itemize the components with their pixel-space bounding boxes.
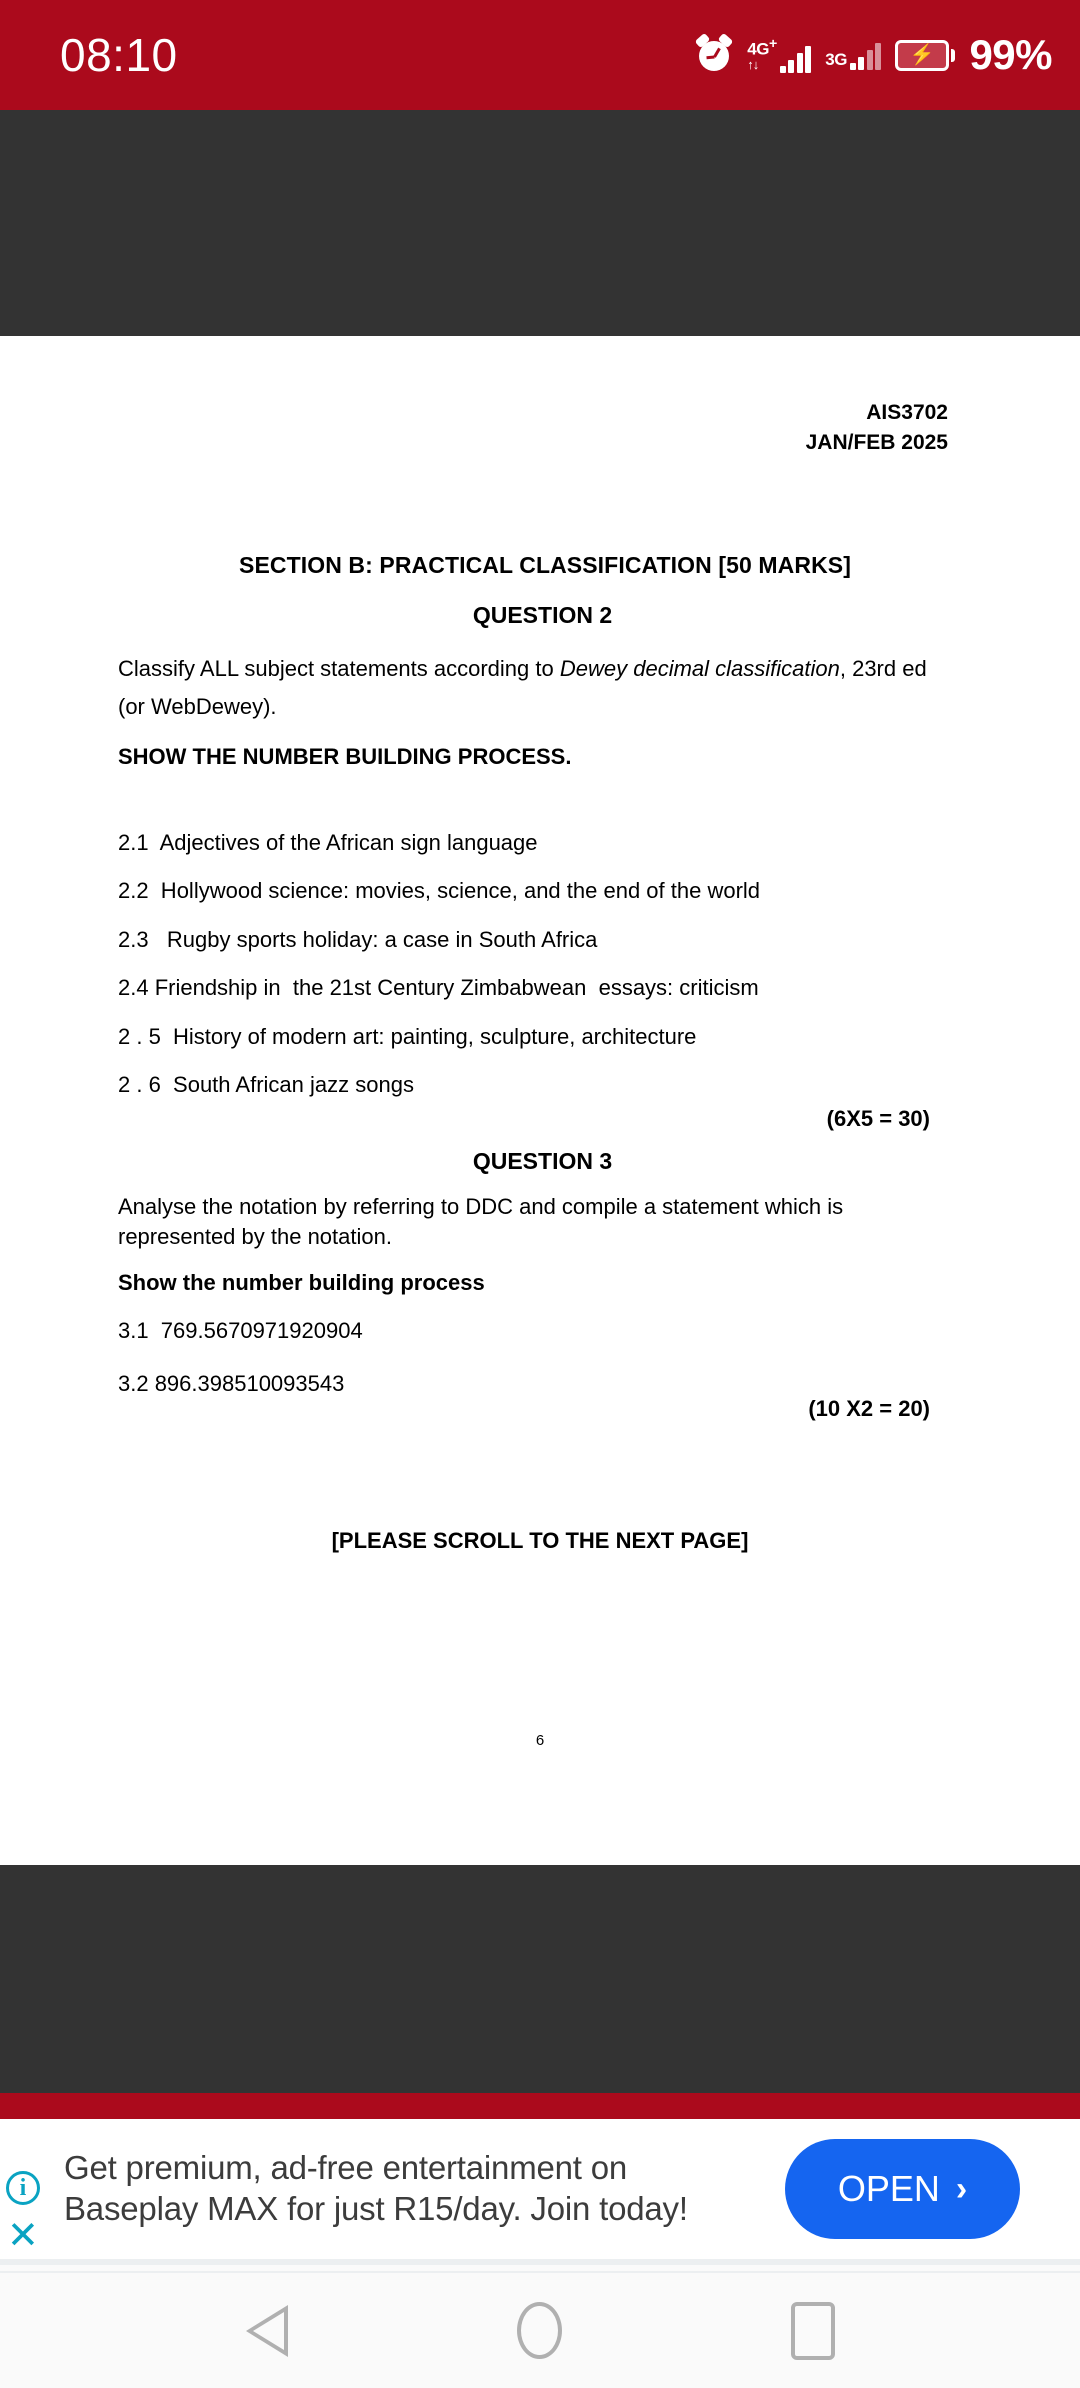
question-item: 3.1 769.5670971920904 <box>118 1318 363 1343</box>
battery-charging-icon: ⚡ <box>895 40 955 71</box>
network-plus: + <box>768 36 777 53</box>
question-2-heading: QUESTION 2 <box>472 602 613 628</box>
question-item: 3.2 896.398510093543 <box>118 1371 345 1397</box>
exam-code: AIS3702 <box>866 401 948 424</box>
close-icon[interactable]: ✕ <box>7 2215 39 2257</box>
recents-button[interactable] <box>753 2273 873 2388</box>
back-button[interactable] <box>207 2273 327 2388</box>
info-icon[interactable]: i <box>6 2171 40 2205</box>
status-bar-icons <box>695 31 1052 79</box>
alarm-icon <box>695 36 733 74</box>
question-item: 2.4 Friendship in the 21st Century Zimbabwean essays: criticism <box>118 975 759 1001</box>
home-button[interactable] <box>480 2273 600 2388</box>
recents-square-icon <box>791 2302 835 2360</box>
signal-4g-icon: 4G+ ↑↓ <box>747 37 811 73</box>
question-item: 2.2 Hollywood science: movies, science, and the end of the world <box>118 878 761 904</box>
question-2-instruction: SHOW THE NUMBER BUILDING PROCESS. <box>118 743 572 769</box>
question-2-item-list <box>118 830 978 1120</box>
viewer-background-top <box>0 110 1080 336</box>
battery-percentage: 99% <box>969 31 1052 78</box>
question-item: 2.3 Rugby sports holiday: a case in South Africa <box>118 926 598 952</box>
question-3-marks: (10 X2 = 20) <box>808 1396 930 1421</box>
viewer-background-bottom <box>0 1865 1080 2093</box>
back-triangle-icon <box>246 2305 288 2357</box>
intro-text-part2: , 23rd ed (or WebDewey). <box>118 656 927 719</box>
intro-text-italic: Dewey decimal classification <box>559 656 840 681</box>
intro-text-part1: Classify ALL subject statements according to <box>118 656 560 681</box>
question-2-intro <box>118 650 954 775</box>
network-type-secondary: 3G <box>825 50 847 69</box>
question-3-instruction: Show the number building process <box>118 1270 485 1295</box>
section-title: SECTION B: PRACTICAL CLASSIFICATION [50 MARKS] <box>239 552 851 578</box>
status-bar-clock: 08:10 <box>60 29 178 81</box>
ad-text: Get premium, ad-free entertainment on Baseplay MAX for just R15/day. Join today! <box>64 2149 688 2227</box>
android-navigation-bar <box>0 2271 1080 2388</box>
status-bar <box>0 0 1080 110</box>
ad-open-label: OPEN <box>837 2168 940 2209</box>
ad-banner[interactable] <box>0 2119 1080 2265</box>
question-2-marks: (6X5 = 30) <box>826 1106 930 1131</box>
ad-top-divider <box>0 2093 1080 2119</box>
ad-open-button[interactable] <box>785 2139 1020 2239</box>
chevron-right-icon: › <box>955 2169 968 2208</box>
page-number: 6 <box>535 1732 545 1749</box>
question-3-heading: QUESTION 3 <box>472 1148 613 1174</box>
home-circle-icon <box>517 2302 562 2359</box>
exam-header <box>806 398 948 459</box>
question-3-item-list <box>118 1318 363 1425</box>
question-item: 2 . 5 History of modern art: painting, sculpture, architecture <box>118 1023 697 1049</box>
signal-3g-icon <box>825 40 881 70</box>
scroll-notice: [PLEASE SCROLL TO THE NEXT PAGE] <box>331 1528 749 1553</box>
ad-controls <box>0 2119 64 2259</box>
question-item: 2.1 Adjectives of the African sign language <box>118 830 538 855</box>
question-3-body: Analyse the notation by referring to DDC and compile a statement which is represented by the notation. <box>118 1194 844 1249</box>
document-page[interactable] <box>0 336 1080 1865</box>
network-type-primary: 4G <box>747 39 769 59</box>
exam-period: JAN/FEB 2025 <box>805 431 948 455</box>
question-item: 2 . 6 South African jazz songs <box>118 1071 414 1097</box>
